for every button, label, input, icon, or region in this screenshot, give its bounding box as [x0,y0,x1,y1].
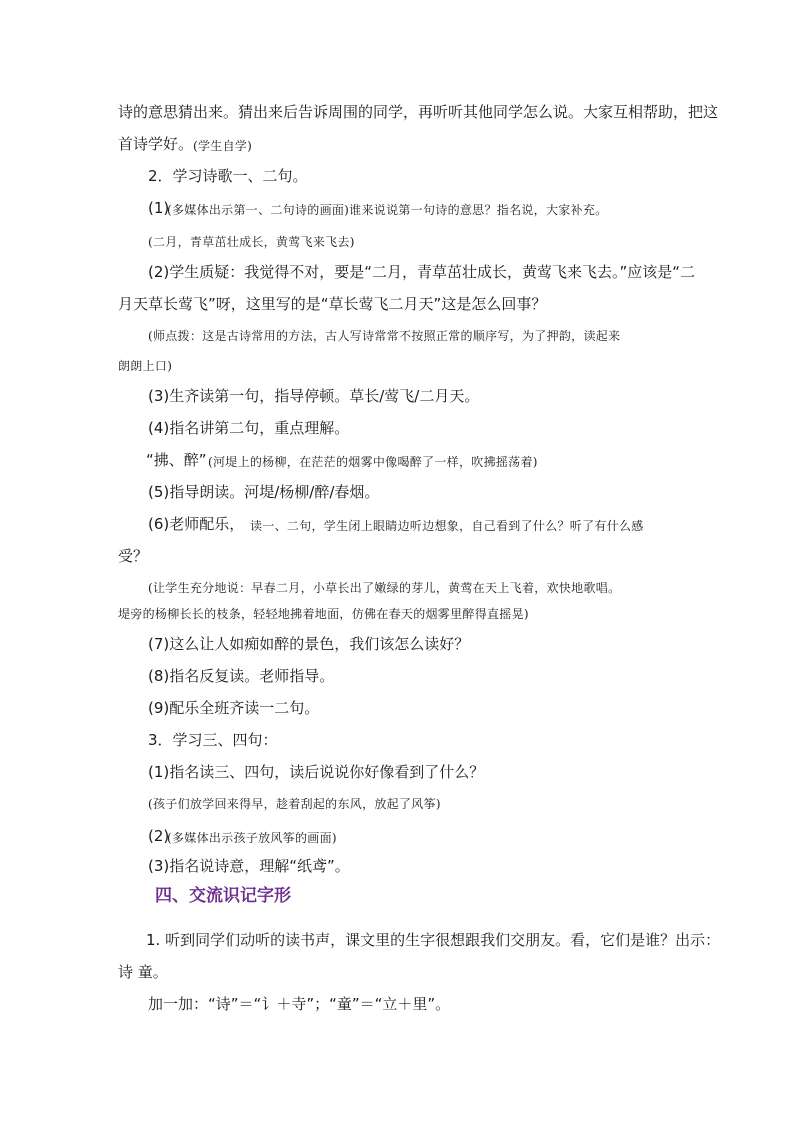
text-line: 受？ [118,547,149,565]
text-line: (1) [148,199,170,217]
text-line: 月天草长莺飞”呀，这里写的是“草长莺飞二月天”这是怎么回事？ [118,295,547,313]
annotation-text: (多媒体出示第一、二句诗的画面)谁来说说第一句诗的意思？指名说，大家补充。 [167,203,608,217]
annotation-text: (让学生充分地说：早春二月，小草长出了嫩绿的芽儿，黄莺在天上飞着，欢快地歌唱。 [148,581,621,595]
annotation-text: (多媒体出示孩子放风筝的画面) [167,831,337,845]
annotation-text: (河堤上的杨柳，在茫茫的烟雾中像喝醉了一样，吹拂摇荡着) [208,455,538,469]
annotation-text: 朗朗上口) [118,359,173,373]
text-line: 2．学习诗歌一、二句。 [148,167,308,185]
text-line: (9)配乐全班齐读一二句。 [148,699,320,717]
section-heading: 四、交流识记字形 [155,886,291,906]
text-line: (5)指导朗读。河堤/杨柳/醉/春烟。 [148,483,380,501]
text-line: 3．学习三、四句： [148,731,278,749]
text-line: 首诗学好。 [118,135,194,153]
text-line: (8)指名反复读。老师指导。 [148,667,335,685]
text-line: (2) [148,827,170,845]
annotation-text: (学生自学) [193,139,253,153]
text-line: 诗的意思猜出来。猜出来后告诉周围的同学，再听听其他同学怎么说。大家互相帮助，把这 [118,103,719,121]
text-line: 加一加：“诗”＝“讠＋寺”；“童”＝“立＋里”。 [148,995,451,1013]
text-line: (7)这么让人如痴如醉的景色，我们该怎么读好？ [148,635,470,653]
text-line: “拂、醉” [146,451,207,469]
text-line: (3)指名说诗意，理解“纸鸢”。 [148,857,350,875]
text-line: 1. 听到同学们动听的读书声，课文里的生字很想跟我们交朋友。看，它们是谁？出示： [146,931,721,949]
annotation-text: 堤旁的杨柳长长的枝条，轻轻地拂着地面，仿佛在春天的烟雾里醉得直摇晃) [118,607,529,621]
text-line: (3)生齐读第一句，指导停顿。草长/莺飞/二月天。 [148,387,480,405]
annotation-text: 读一、二句，学生闭上眼睛边听边想象，自己看到了什么？听了有什么感 [250,519,644,533]
text-line: (4)指名讲第二句，重点理解。 [148,419,350,437]
annotation-text: (孩子们放学回来得早，趁着刮起的东风，放起了风筝) [148,797,441,811]
text-line: (1)指名读三、四句，读后说说你好像看到了什么？ [148,763,485,781]
text-line: (6)老师配乐， [148,515,245,533]
annotation-text: (师点拨：这是古诗常用的方法，古人写诗常常不按照正常的顺序写，为了押韵，读起来 [148,329,621,343]
text-line: 诗 童。 [118,963,168,981]
text-line: (2)学生质疑：我觉得不对，要是“二月，青草茁壮成长，黄莺飞来飞去。”应该是“二 [148,263,696,281]
annotation-text: (二月，青草茁壮成长，黄莺飞来飞去) [148,235,355,249]
